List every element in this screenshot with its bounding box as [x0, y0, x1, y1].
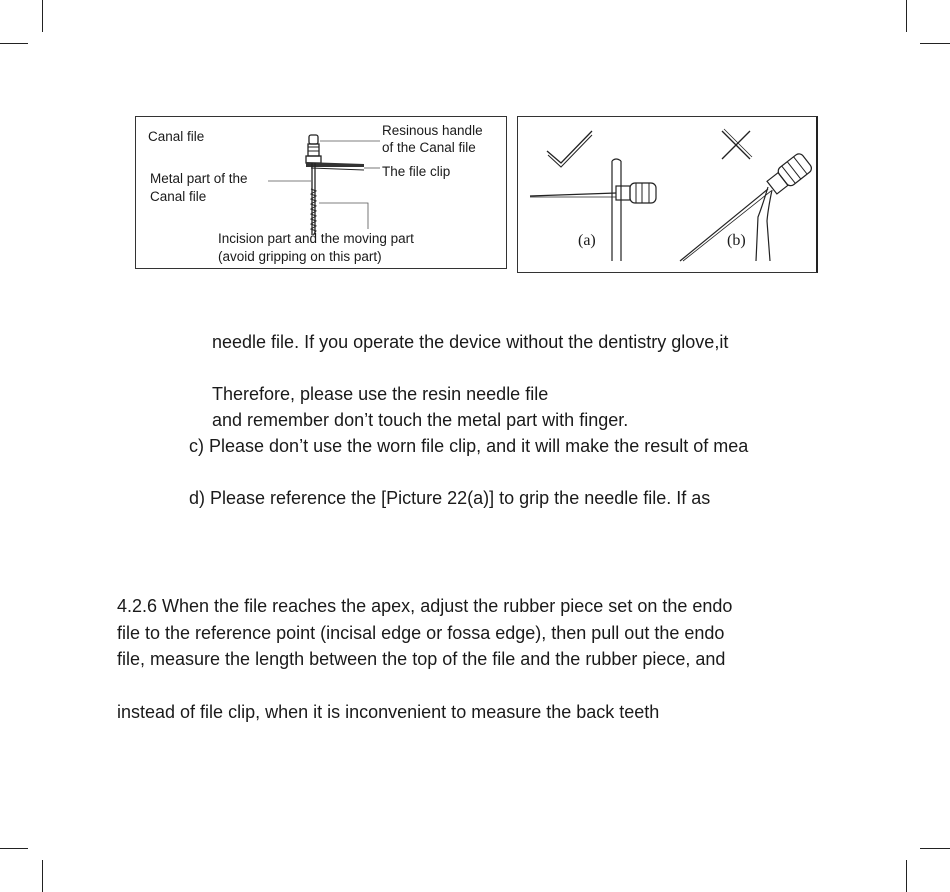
paragraph-4-2-6-line3: file, measure the length between the top of the file and the rubber piece, and [117, 649, 726, 669]
resinous-handle-label-line2: of the Canal file [382, 140, 476, 155]
resinous-handle-label-line1: Resinous handle [382, 123, 483, 138]
canal-file-diagram-panel [135, 116, 507, 269]
figure-a-label: (a) [578, 232, 596, 249]
crop-mark-top-right-vertical [906, 0, 907, 32]
crop-mark-bottom-right-vertical [906, 860, 907, 892]
crop-mark-top-left-horizontal [0, 43, 28, 44]
crop-mark-top-right-horizontal [920, 43, 950, 44]
incision-part-label-line1: Incision part and the moving part [218, 231, 414, 246]
metal-part-label-line2: Canal file [150, 189, 207, 204]
text-line-dont-touch-metal: and remember don’t touch the metal part with finger. [212, 410, 629, 430]
grip-illustration [518, 117, 819, 274]
canal-file-label: Canal file [148, 129, 205, 144]
text-line-glove-warning: needle file. If you operate the device without the dentistry glove,it [212, 332, 729, 352]
figure-b-label: (b) [727, 232, 746, 249]
incision-part-label-line2: (avoid gripping on this part) [218, 249, 382, 264]
crop-mark-bottom-left-horizontal [0, 848, 28, 849]
metal-part-label-line1: Metal part of the [150, 171, 248, 186]
grip-comparison-panel [517, 116, 818, 273]
crop-mark-bottom-left-vertical [42, 860, 43, 892]
text-line-item-c: c) Please don’t use the worn file clip, and it will make the result of mea [189, 436, 749, 456]
crop-mark-top-left-vertical [42, 0, 43, 32]
text-line-item-d: d) Please reference the [Picture 22(a)] to grip the needle file. If as [189, 488, 711, 508]
crop-mark-bottom-right-horizontal [920, 848, 950, 849]
paragraph-4-2-6-line2: file to the reference point (incisal edge or fossa edge), then pull out the endo [117, 623, 725, 643]
paragraph-4-2-6-line4: instead of file clip, when it is inconvenient to measure the back teeth [117, 702, 660, 722]
file-clip-label: The file clip [382, 164, 451, 179]
paragraph-4-2-6-line1: 4.2.6 When the file reaches the apex, adjust the rubber piece set on the endo [117, 596, 733, 616]
text-line-use-resin-file: Therefore, please use the resin needle file [212, 384, 549, 404]
